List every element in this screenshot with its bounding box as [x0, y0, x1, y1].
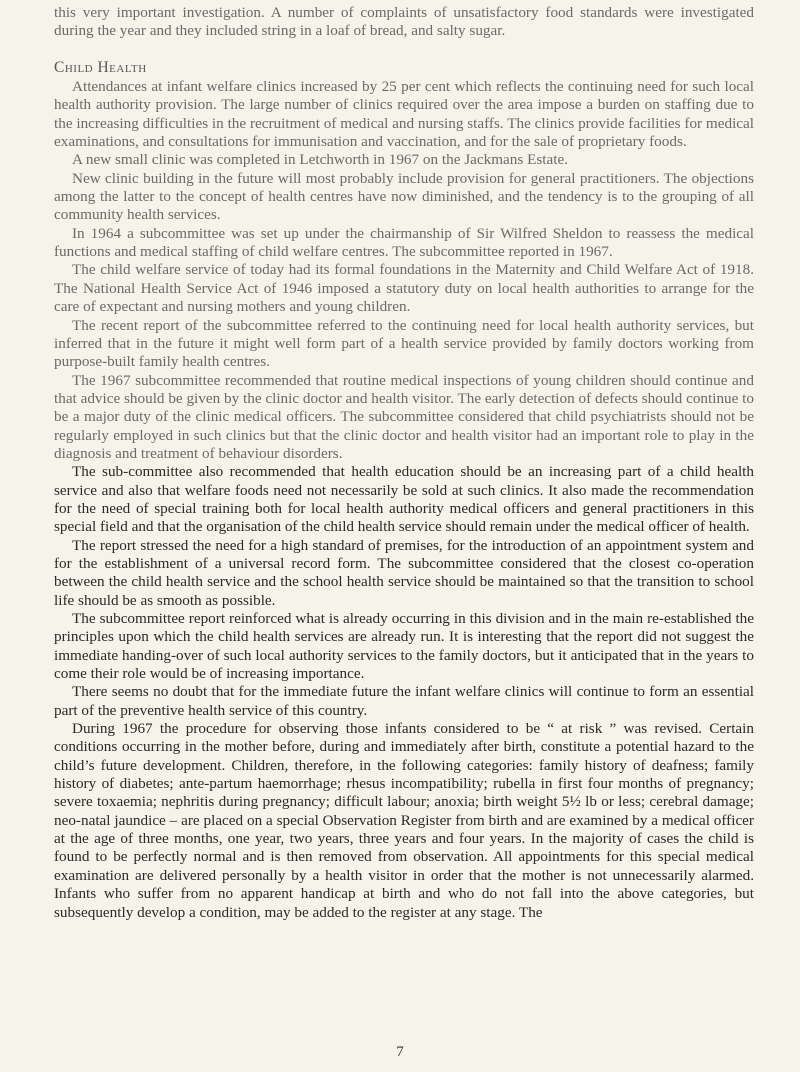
paragraph: During 1967 the procedure for observing those infants considered to be “ at risk ” was revised. Certain conditions occurring in the mother before, during and immediately after birth, constitute a potential hazard to the child’s future development. Children, therefore, in the following categories: family history of deafness; family history of diabetes; ante-partum haemorrhage; rhesus incompatibility; rubella in first four months of pregnancy; severe toxaemia; nephritis during pregnancy; difficult labour; anoxia; birth weight 5½ lb or less; cerebral damage; neo-natal jaundice – are placed on a special Observation Register from birth and are examined by a medical officer at the age of three months, one year, two years, three years and four years. In the majority of cases the child is found to be perfectly normal and is then removed from observation. All appointments for this special medical examination are delivered personally by a health visitor in order that the mother is not unnecessarily alarmed. Infants who suffer from no apparent handicap at birth and who do not fall into the above categories, but subsequently develop a condition, may be added to the register at any stage. The — [54, 720, 754, 921]
paragraph: There seems no doubt that for the immediate future the infant welfare clinics will continue to form an essential part of the preventive health service of this country. — [54, 683, 754, 719]
intro-paragraph: this very important investigation. A number of complaints of unsatisfactory food standards were investigated during the year and they included string in a loaf of bread, and salty sugar. — [54, 4, 754, 40]
paragraph: The 1967 subcommittee recommended that routine medical inspections of young children should continue and that advice should be given by the clinic doctor and health visitor. The early detection of defects should continue to be a major duty of the clinic medical officers. The subcommittee considered that child psychiatrists should not be regularly employed in such clinics but that the clinic doctor and health visitor had an important role to play in the diagnosis and treatment of behaviour disorders. — [54, 371, 754, 462]
paragraph: The child welfare service of today had its formal foundations in the Maternity and Child Welfare Act of 1918. The National Health Service Act of 1946 imposed a statutory duty on local health authorities to arrange for the care of expectant and nursing mothers and young children. — [54, 261, 754, 316]
paragraph: The sub-committee also recommended that health education should be an increasing part of a child health service and also that welfare foods need not necessarily be sold at such clinics. It also made the recommendation for the need of special training both for local health authority medical officers and general practitioners in this special field and that the organisation of the child health service should remain under the medical officer of health. — [54, 463, 754, 536]
document-page — [54, 4, 754, 922]
page-number: 7 — [396, 1044, 404, 1060]
paragraph: The subcommittee report reinforced what is already occurring in this division and in the main re-established the principles upon which the child health services are already run. It is interesting that the report did not suggest the immediate handing-over of such local authority services to the family doctors, but it anticipated that in the years to come their role would be of increasing importance. — [54, 610, 754, 683]
paragraph: The recent report of the subcommittee referred to the continuing need for local health authority services, but inferred that in the future it might well form part of a health service provided by family doctors working from purpose-built family health centres. — [54, 316, 754, 371]
paragraph: Attendances at infant welfare clinics increased by 25 per cent which reflects the continuing need for such local health authority provision. The large number of clinics required over the area impose a burden on staffing due to the increasing difficulties in the recruitment of medical and nursing staffs. The clinics provide facilities for medical examinations, and consultations for immunisation and vaccination, and for the sale of proprietary foods. — [54, 78, 754, 151]
paragraph: New clinic building in the future will most probably include provision for general practitioners. The objections among the latter to the concept of health centres have now diminished, and the tendency is to the grouping of all community health services. — [54, 169, 754, 224]
paragraph: In 1964 a subcommittee was set up under the chairmanship of Sir Wilfred Sheldon to reassess the medical functions and medical staffing of child welfare centres. The subcommittee reported in 1967. — [54, 224, 754, 261]
section-heading: Child Health — [54, 58, 147, 76]
paragraph: A new small clinic was completed in Letchworth in 1967 on the Jackmans Estate. — [72, 151, 569, 169]
paragraph: The report stressed the need for a high standard of premises, for the introduction of an appointment system and for the establishment of a universal record form. The subcommittee considered that the closest co-operation between the child health service and the school health service should be maintained so that the transition to school life should be as smooth as possible. — [54, 536, 754, 609]
